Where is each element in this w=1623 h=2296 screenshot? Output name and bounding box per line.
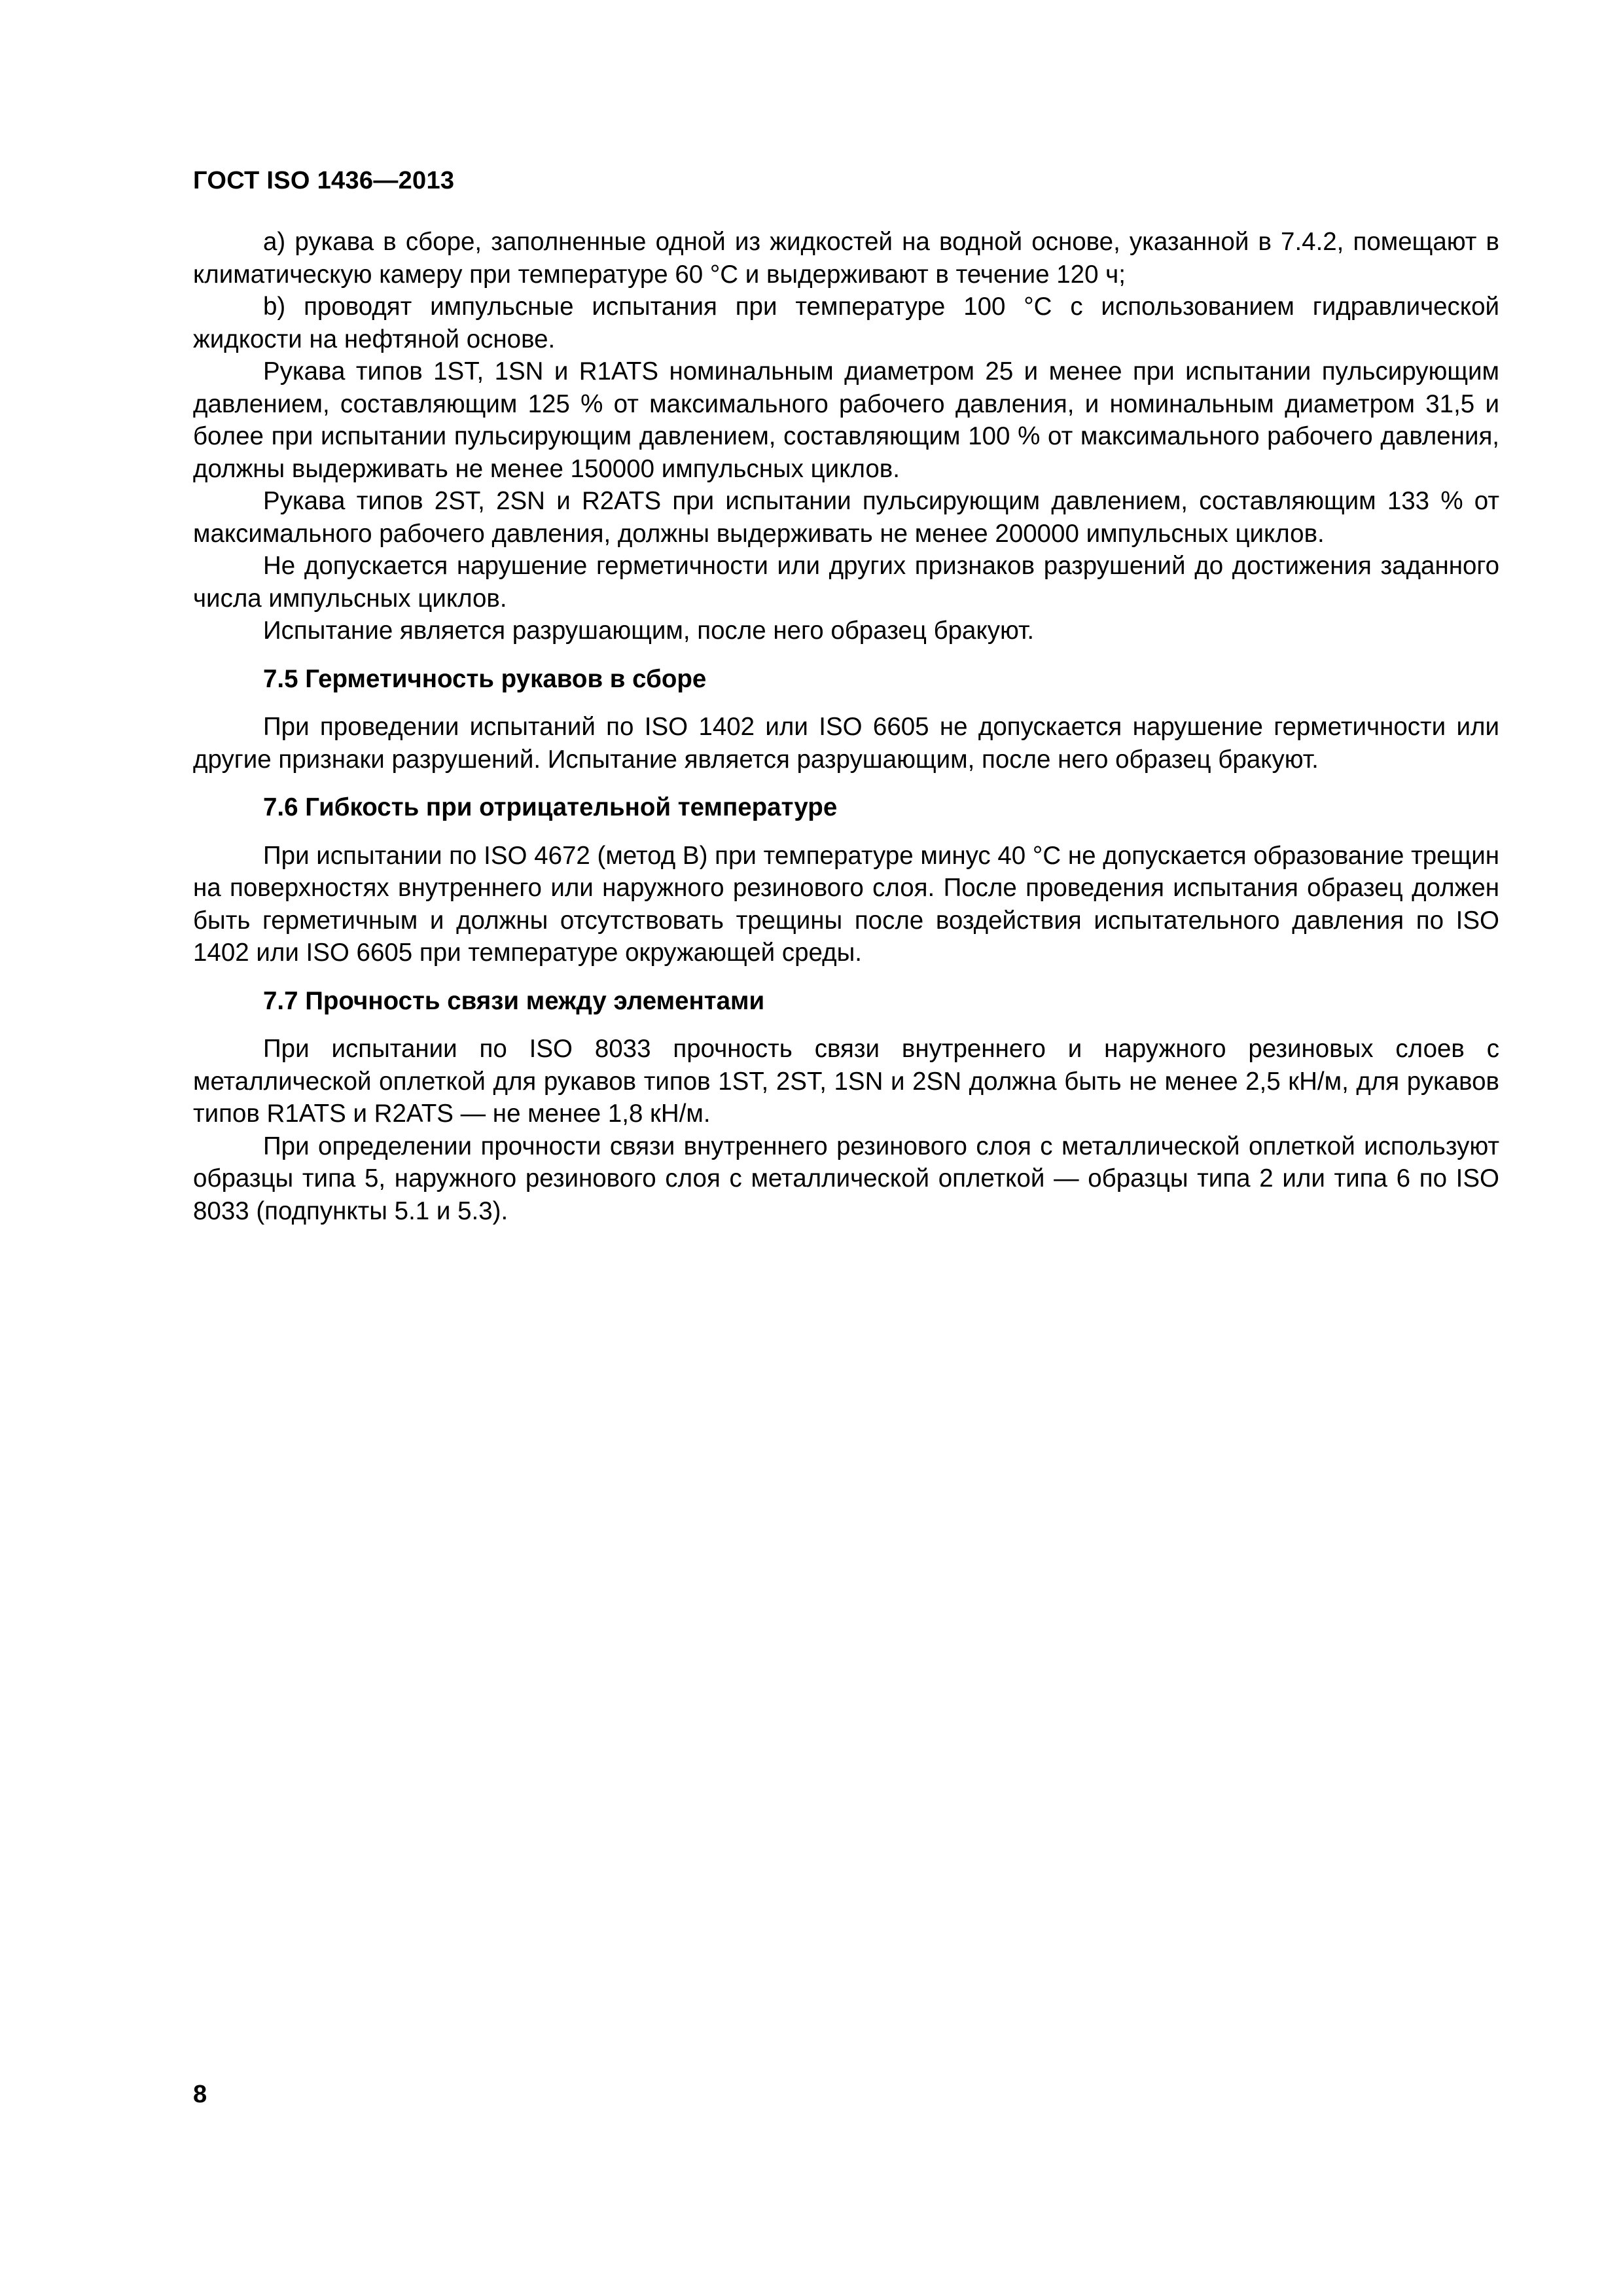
section-heading-7-6: 7.6 Гибкость при отрицательной температуре [263,793,838,821]
paragraph-a: a) рукава в сборе, заполненные одной из жидкостей на водной основе, указанной в 7.4.2, помещают в климатическую камеру при температуре 60 °С и выдерживают в течение 120 ч; [193,228,1499,289]
section-7-7-paragraph-2: При определении прочности связи внутреннего резинового слоя с металлической оплеткой используют образцы типа 5, наружного резинового слоя с металлической оплеткой — образцы типа 2 или типа 6 по ISO 8033 (подпункты 5.1 и 5.3). [193,1132,1499,1225]
paragraph-b: b) проводят импульсные испытания при температуре 100 °С с использованием гидравлической жидкости на нефтяной основе. [193,293,1499,353]
paragraph-destructive: Испытание является разрушающим, после него образец бракуют. [263,617,1035,645]
section-7-5-paragraph: При проведении испытаний по ISO 1402 или ISO 6605 не допускается нарушение герметичности или другие признаки разрушений. Испытание является разрушающим, после него образец бракуют. [193,713,1499,774]
section-7-6-paragraph: При испытании по ISO 4672 (метод В) при температуре минус 40 °С не допускается образование трещин на поверхностях внутреннего или наружного резинового слоя. После проведения испытания образец должен быть герметичным и должны отсутствовать трещины после воздействия испытательного давления по ISO 1402 или ISO 6605 при температуре окружающей среды. [193,841,1499,967]
paragraph-types-1: Рукава типов 1ST, 1SN и R1ATS номинальным диаметром 25 и менее при испытании пульсирующим давлением, составляющим 125 % от максимального рабочего давления, и номинальным диаметром 31,5 и более при испытании пульсирующим давлением, составляющим 100 % от максимального рабочего давления, должны выдерживать не менее 150000 импульсных циклов. [193,357,1499,483]
section-heading-7-7: 7.7 Прочность связи между элементами [263,986,765,1015]
paragraph-no-leak: Не допускается нарушение герметичности или других признаков разрушений до достижения заданного числа импульсных циклов. [193,552,1499,613]
section-heading-7-5: 7.5 Герметичность рукавов в сборе [263,664,707,693]
document-header: ГОСТ ISO 1436—2013 [193,167,455,194]
paragraph-types-2: Рукава типов 2ST, 2SN и R2ATS при испытании пульсирующим давлением, составляющим 133 % от максимального рабочего давления, должны выдерживать не менее 200000 импульсных циклов. [193,487,1499,548]
section-7-7-paragraph-1: При испытании по ISO 8033 прочность связи внутреннего и наружного резиновых слоев с металлической оплеткой для рукавов типов 1ST, 2ST, 1SN и 2SN должна быть не менее 2,5 кН/м, для рукавов типов R1ATS и R2ATS — не менее 1,8 кН/м. [193,1035,1499,1128]
document-body [193,226,1499,1227]
page-number: 8 [193,2081,207,2108]
